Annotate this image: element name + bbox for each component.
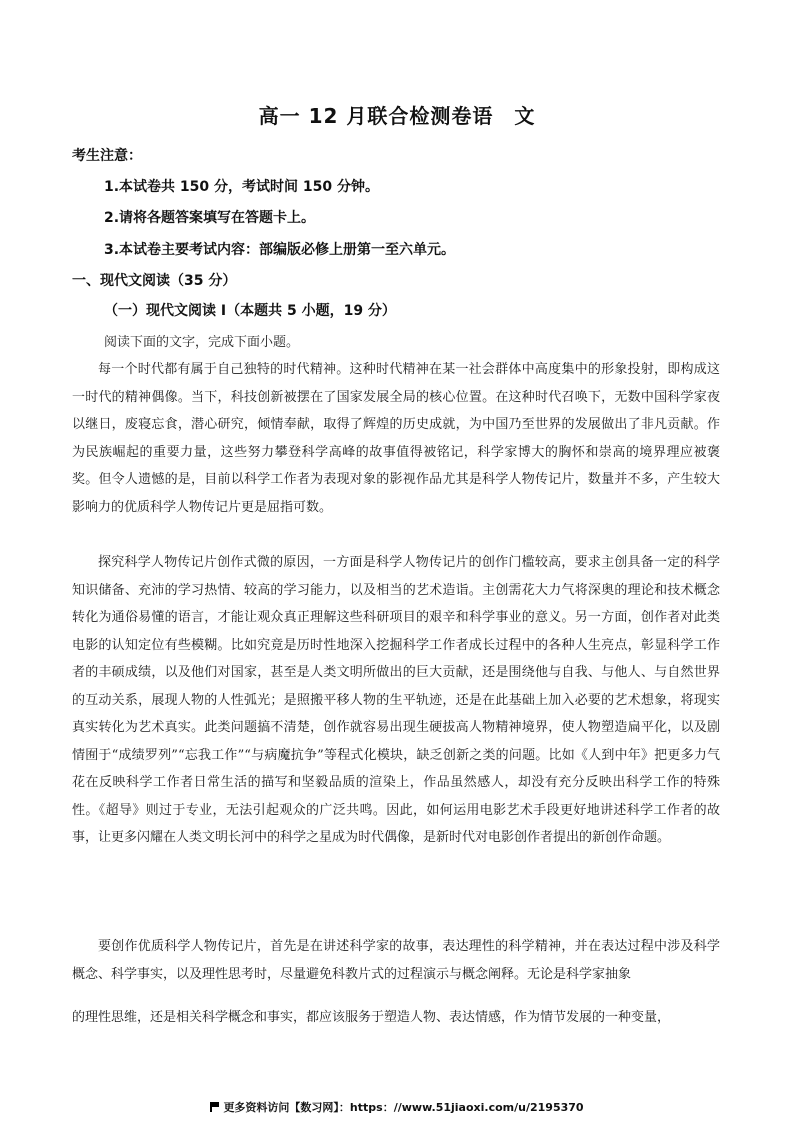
footer-link[interactable] xyxy=(0,1099,794,1115)
notice-item-3: 3.本试卷主要考试内容：部编版必修上册第一至六单元。 xyxy=(104,242,456,258)
passage-paragraph-4: 的理性思维，还是相关科学概念和事实，都应该服务于塑造人物、表达情感，作为情节发展的一种变量， xyxy=(72,1010,671,1025)
section-heading: 一、现代文阅读（35 分） xyxy=(72,273,237,289)
passage-paragraph-1: 每一个时代都有属于自己独特的时代精神。这种时代精神在某一社会群体中高度集中的形象投射，即构成这一时代的精神偶像。当下，科技创新被摆在了国家发展全局的核心位置。在这种时代召唤下，无数中国科学家夜以继日，废寝忘食，潜心研究，倾情奉献，取得了辉煌的历史成就，为中国乃至世界的发展做出了非凡贡献。作为民族崛起的重要力量，这些努力攀登科学高峰的故事值得被铭记，科学家博大的胸怀和崇高的境界理应被褒奖。但令人遗憾的是，目前以科学工作者为表现对象的影视作品尤其是科学人物传记片，数量并不多，产生较大影响力的优质科学人物传记片更是屈指可数。 xyxy=(72,362,720,515)
footer-link-text[interactable]: 更多资料访问【数习网】：https：//www.51jiaoxi.com/u/2195370 xyxy=(223,1101,584,1114)
flag-icon xyxy=(210,1102,219,1112)
notice-item-2: 2.请将各题答案填写在答题卡上。 xyxy=(104,210,316,226)
passage-paragraph-3: 要创作优质科学人物传记片，首先是在讲述科学家的故事，表达理性的科学精神，并在表达过程中涉及科学概念、科学事实，以及理性思考时，尽量避免科教片式的过程演示与概念阐释。无论是科学家抽象 xyxy=(72,939,720,982)
section-subheading: （一）现代文阅读 I（本题共 5 小题，19 分） xyxy=(104,303,396,319)
reading-instruction: 阅读下面的文字，完成下面小题。 xyxy=(104,335,300,350)
page-title: 高一 12 月联合检测卷语 文 xyxy=(258,104,536,128)
notice-heading: 考生注意： xyxy=(72,148,142,164)
notice-item-1: 1.本试卷共 150 分，考试时间 150 分钟。 xyxy=(104,179,380,195)
passage-paragraph-2: 探究科学人物传记片创作式微的原因，一方面是科学人物传记片的创作门槛较高，要求主创具备一定的科学知识储备、充沛的学习热情、较高的学习能力，以及相当的艺术造诣。主创需花大力气将深奥的理论和技术概念转化为通俗易懂的语言，才能让观众真正理解这些科研项目的艰辛和科学事业的意义。另一方面，创作者对此类电影的认知定位有些模糊。比如究竟是历时性地深入挖掘科学工作者成长过程中的各种人生亮点，彰显科学工作者的丰硕成绩，以及他们对国家，甚至是人类文明所做出的巨大贡献，还是围绕他与自我、与他人、与自然世界的互动关系，展现人物的人性弧光；是照搬平移人物的生平轨迹，还是在此基础上加入必要的艺术想象，将现实真实转化为艺术真实。此类问题搞不清楚，创作就容易出现生硬拔高人物精神境界，使人物塑造扁平化，以及剧情囿于“成绩罗列”“忘我工作”“与病魔抗争”等程式化模块，缺乏创新之类的问题。比如《人到中年》把更多力气花在反映科学工作者日常生活的描写和坚毅品质的渲染上，作品虽然感人，却没有充分反映出科学工作的特殊性。《超导》则过于专业，无法引起观众的广泛共鸣。因此，如何运用电影艺术手段更好地讲述科学工作者的故事，让更多闪耀在人类文明长河中的科学之星成为时代偶像，是新时代对电影创作者提出的新创作命题。 xyxy=(72,555,720,845)
